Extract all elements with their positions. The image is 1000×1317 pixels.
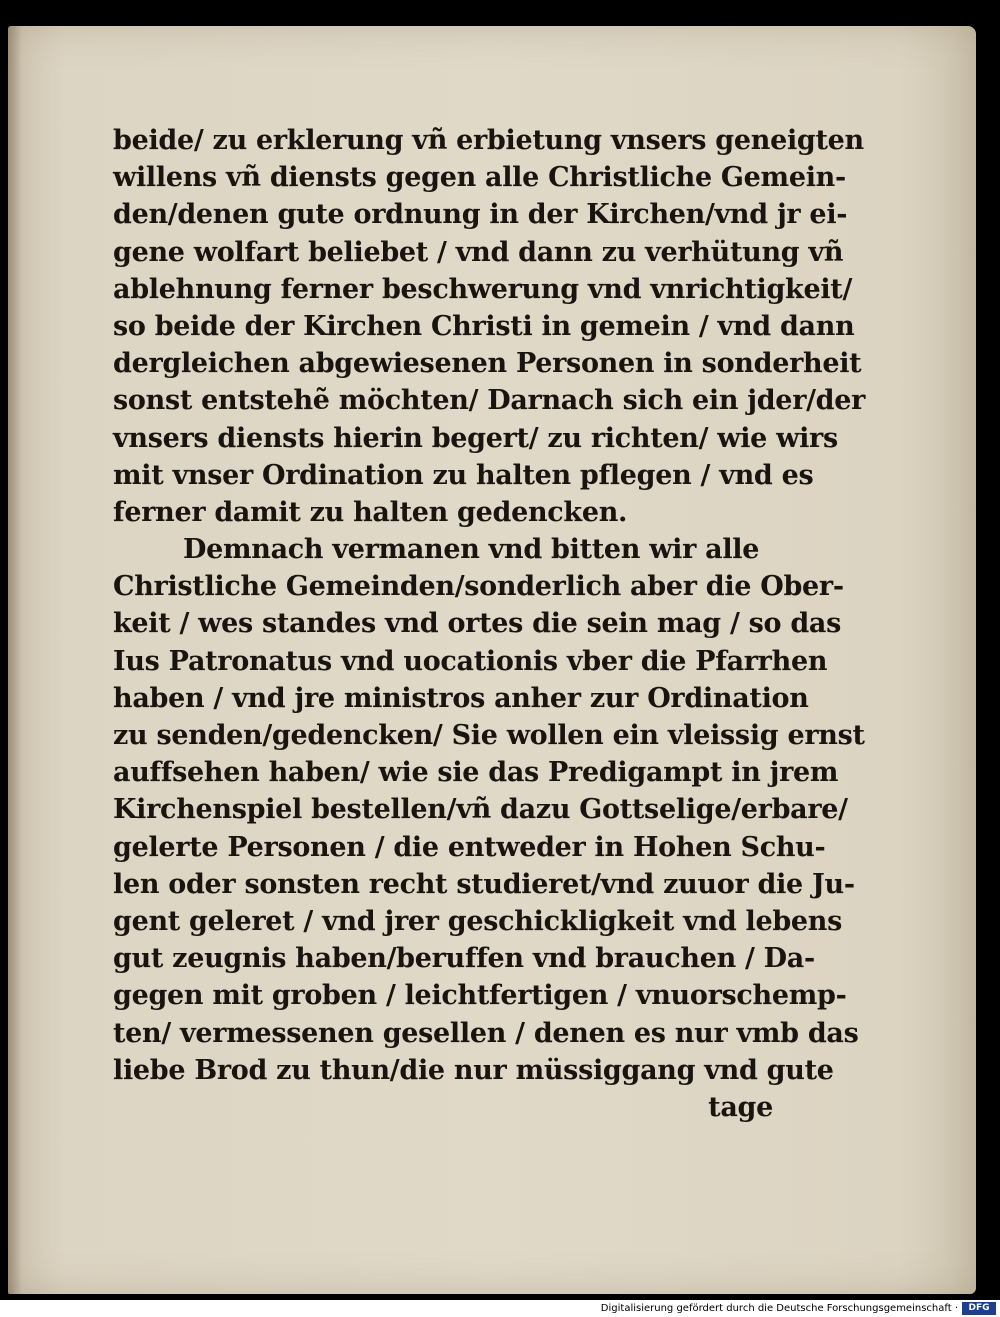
text-line-13: Christliche Gemeinden/sonderlich aber die Ober- xyxy=(113,571,844,603)
text-line-7: dergleichen abgewiesenen Personen in sonderheit xyxy=(113,348,862,380)
text-line-9: vnsers diensts hierin begert/ zu richten/ wie wirs xyxy=(113,422,838,454)
page-text-block xyxy=(113,122,866,1126)
text-line-6: so beide der Kirchen Christi in gemein / vnd dann xyxy=(113,310,855,342)
text-line-11: ferner damit zu halten gedencken. xyxy=(113,496,628,528)
text-line-17: zu senden/gedencken/ Sie wollen ein vleissig ernst xyxy=(113,720,865,751)
digitization-footer xyxy=(0,1300,1000,1317)
text-line-15: Ius Patronatus vnd uocationis vber die Pfarrhen xyxy=(113,645,828,677)
text-line-1: beide/ zu erklerung vñ erbietung vnsers geneigten xyxy=(113,125,864,156)
text-line-14: keit / wes standes vnd ortes die sein mag / so das xyxy=(113,608,842,640)
text-line-16: haben / vnd jre ministros anher zur Ordination xyxy=(113,682,809,714)
text-line-26: liebe Brod zu thun/die nur müssiggang vnd gute xyxy=(113,1054,834,1086)
text-line-25: ten/ vermessenen gesellen / denen es nur vmb das xyxy=(113,1017,859,1049)
text-line-3: den/denen gute ordnung in der Kirchen/vnd jr ei- xyxy=(113,199,848,231)
text-line-4: gene wolfart beliebet / vnd dann zu verhütung vñ xyxy=(113,236,844,268)
dfg-credit-text: Digitalisierung gefördert durch die Deutsche Forschungsgemeinschaft · xyxy=(600,1303,958,1314)
text-line-8: sonst entstehẽ möchten/ Darnach sich ein jder/der xyxy=(113,385,866,417)
text-line-23: gut zeugnis haben/beruffen vnd brauchen / Da- xyxy=(113,943,815,975)
text-line-22: gent geleret / vnd jrer geschickligkeit vnd lebens xyxy=(113,905,843,937)
book-page xyxy=(8,26,976,1294)
text-line-18: auffsehen haben/ wie sie das Predigampt in jrem xyxy=(113,757,839,789)
dfg-logo-icon: DFG xyxy=(962,1302,996,1315)
catchword: tage xyxy=(708,1091,773,1123)
text-line-20: gelerte Personen / die entweder in Hohen Schu- xyxy=(113,831,826,863)
text-line-5: ablehnung ferner beschwerung vnd vnrichtigkeit/ xyxy=(113,273,853,305)
text-line-24: gegen mit groben / leichtfertigen / vnuorschemp- xyxy=(113,980,847,1012)
text-line-10: mit vnser Ordination zu halten pflegen / vnd es xyxy=(113,459,814,491)
text-line-19: Kirchenspiel bestellen/vñ dazu Gottselige/erbare/ xyxy=(113,794,848,826)
text-line-12: Demnach vermanen vnd bitten wir alle xyxy=(183,534,760,566)
text-line-2: willens vñ diensts gegen alle Christliche Gemein- xyxy=(113,162,846,194)
text-line-21: len oder sonsten recht studieret/vnd zuuor die Ju- xyxy=(113,868,855,900)
